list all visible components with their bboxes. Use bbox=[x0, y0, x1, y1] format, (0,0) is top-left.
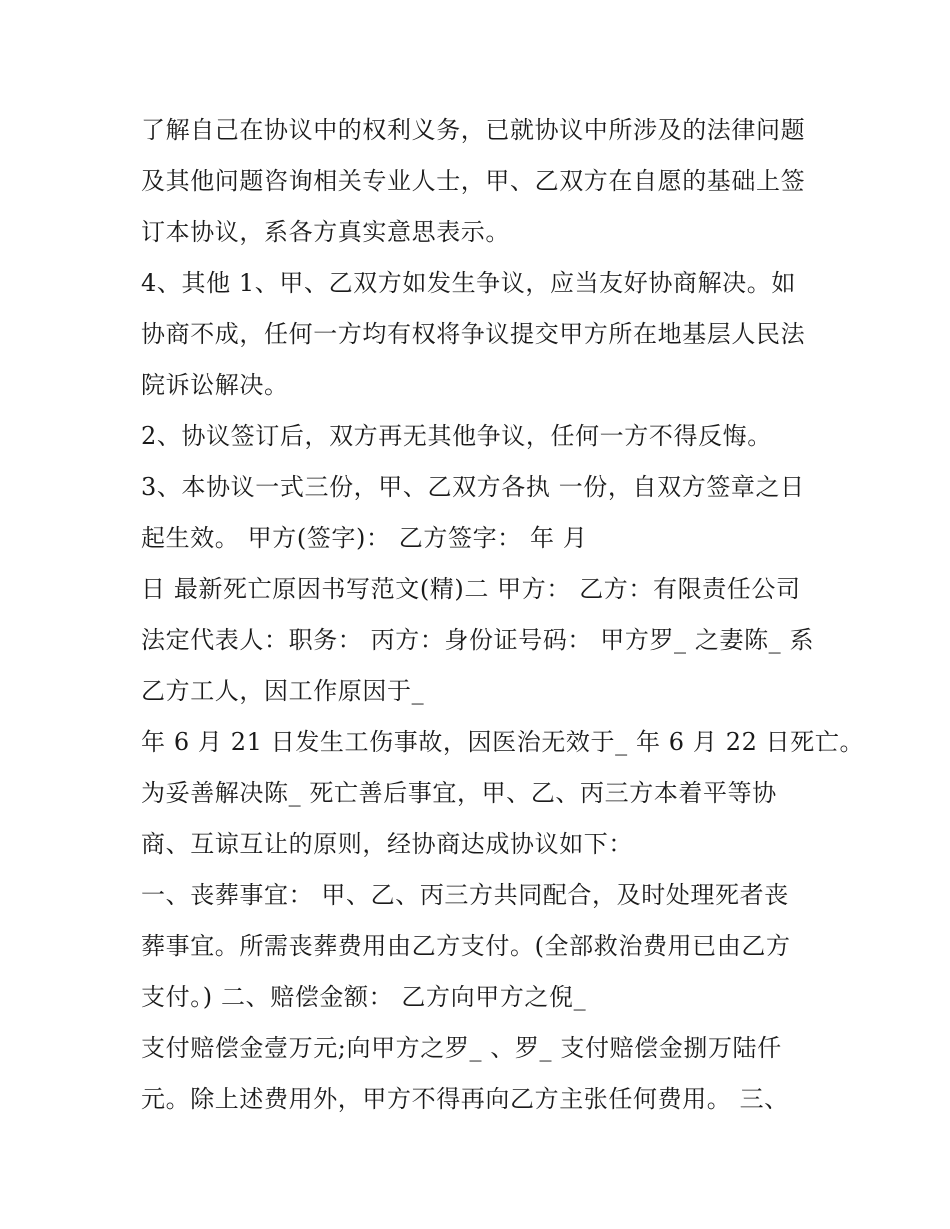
text-line: 乙方工人，因工作原因于_ bbox=[141, 677, 425, 705]
text-line: 协商不成，任何一方均有权将争议提交甲方所在地基层人民法 bbox=[141, 320, 806, 348]
text-line: 4、其他 1、甲、乙双方如发生争议，应当友好协商解决。如 bbox=[141, 269, 796, 297]
text-line: 及其他问题咨询相关专业人士，甲、乙双方在自愿的基础上签 bbox=[141, 167, 806, 195]
text-line: 了解自己在协议中的权利义务，已就协议中所涉及的法律问题 bbox=[141, 116, 806, 144]
text-line: 商、互谅互让的原则，经协商达成协议如下： bbox=[141, 830, 633, 858]
text-line: 支付赔偿金壹万元;向甲方之罗_ 、罗_ 支付赔偿金捌万陆仟 bbox=[141, 1034, 782, 1062]
text-line: 年 6 月 21 日发生工伤事故，因医治无效于_ 年 6 月 22 日死亡。 bbox=[141, 728, 865, 756]
text-line: 订本协议，系各方真实意思表示。 bbox=[141, 218, 510, 246]
text-line: 起生效。 甲方(签字)： 乙方签字： 年 月 bbox=[141, 524, 588, 552]
text-line: 2、协议签订后，双方再无其他争议，任何一方不得反悔。 bbox=[141, 422, 772, 450]
text-line: 日 最新死亡原因书写范文(精)二 甲方： 乙方：有限责任公司 bbox=[141, 575, 801, 603]
text-line: 元。除上述费用外，甲方不得再向乙方主张任何费用。 三、 bbox=[141, 1085, 789, 1113]
document-body bbox=[141, 105, 865, 1125]
text-line: 3、本协议一式三份，甲、乙双方各执 一份，自双方签章之日 bbox=[141, 473, 805, 501]
text-line: 支付。) 二、赔偿金额： 乙方向甲方之倪_ bbox=[141, 983, 587, 1011]
text-line: 法定代表人：职务： 丙方：身份证号码： 甲方罗_ 之妻陈_ 系 bbox=[141, 626, 815, 654]
text-line: 为妥善解决陈_ 死亡善后事宜，甲、乙、丙三方本着平等协 bbox=[141, 779, 777, 807]
text-line: 葬事宜。所需丧葬费用由乙方支付。(全部救治费用已由乙方 bbox=[141, 932, 791, 960]
text-line: 院诉讼解决。 bbox=[141, 371, 289, 399]
text-line: 一、丧葬事宜： 甲、乙、丙三方共同配合，及时处理死者丧 bbox=[141, 881, 789, 909]
